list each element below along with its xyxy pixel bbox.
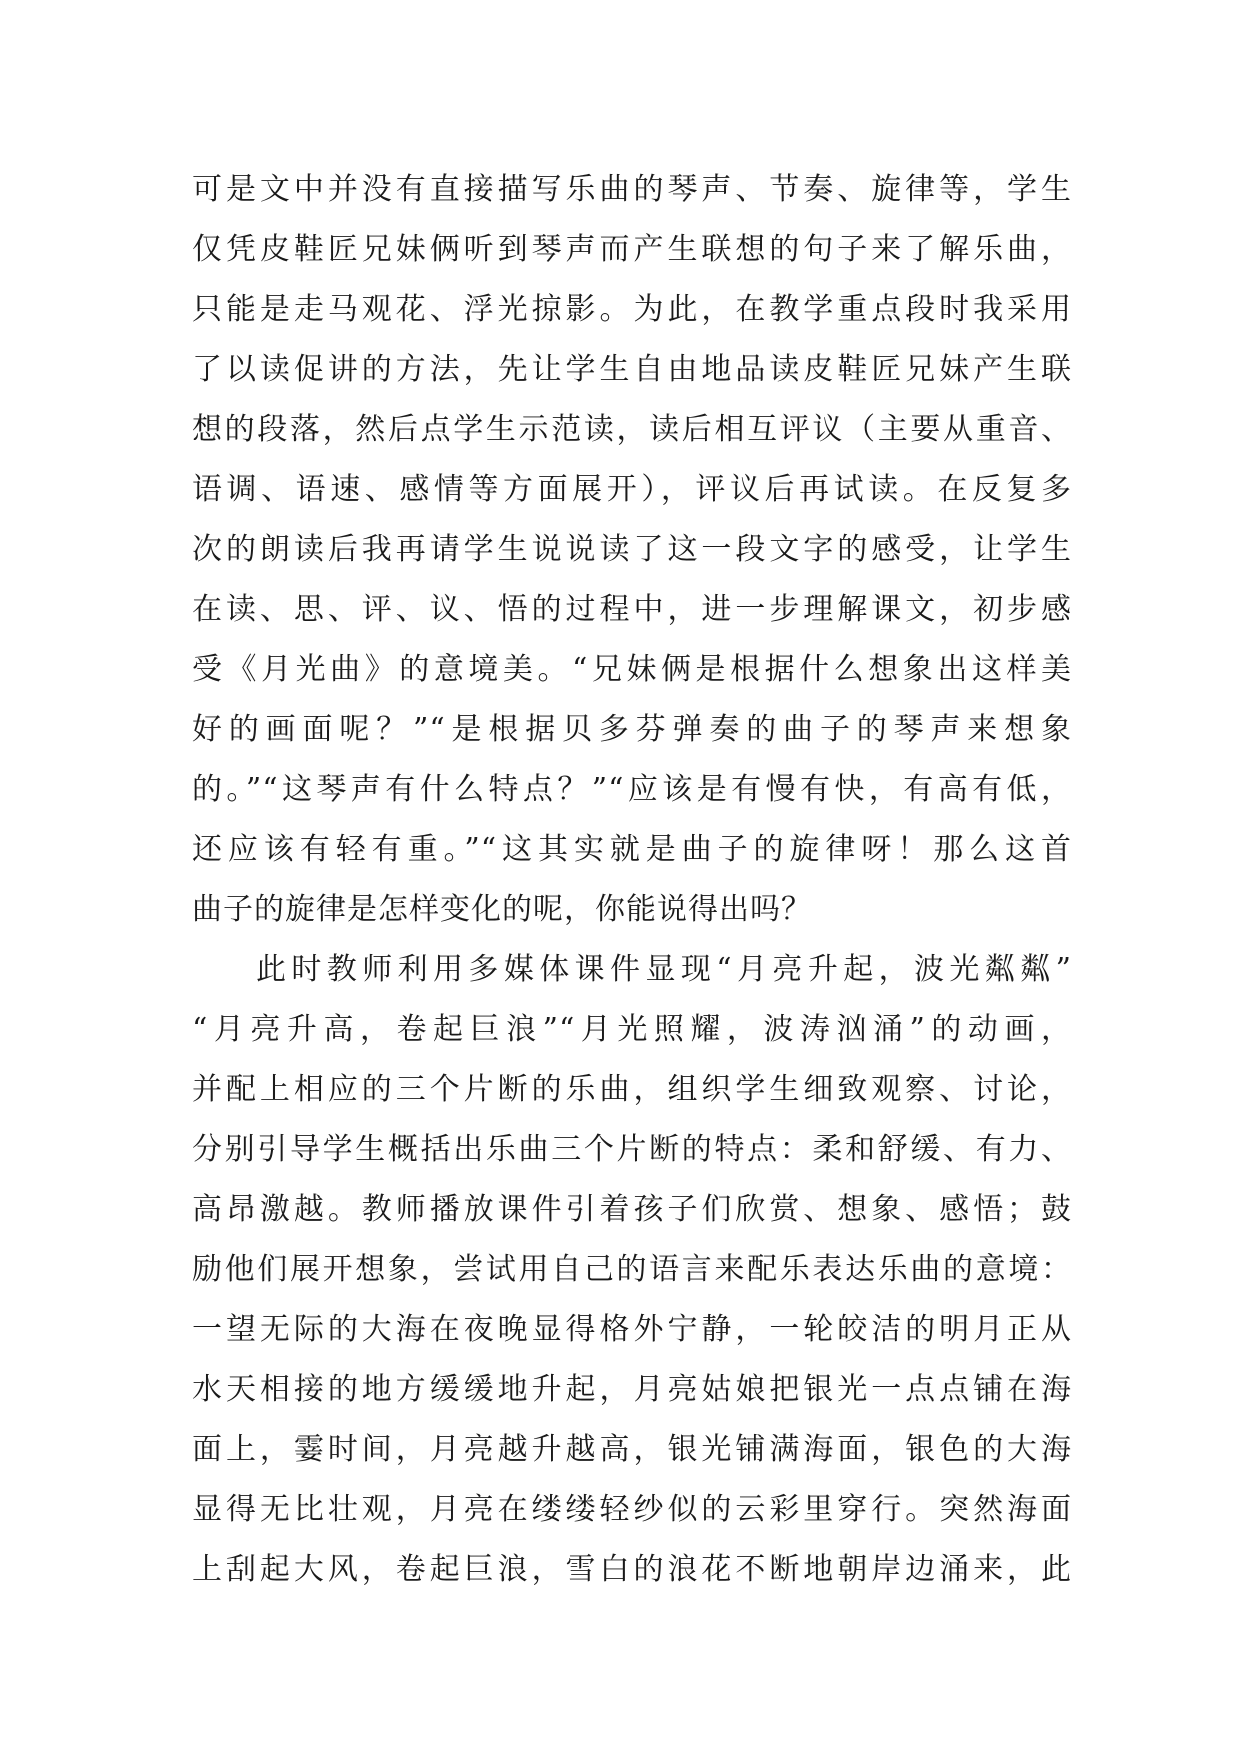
paragraph-2-line-11: 上刮起大风，卷起巨浪，雪白的浪花不断地朝岸边涌来，此 (192, 1552, 1072, 1587)
paragraph-1-line-8: 在读、思、评、议、悟的过程中，进一步理解课文，初步感 (192, 592, 1072, 627)
paragraph-2-line-1: 此时教师利用多媒体课件显现“月亮升起，波光粼粼” (256, 952, 1072, 987)
paragraph-1-line-4: 了以读促讲的方法，先让学生自由地品读皮鞋匠兄妹产生联 (192, 352, 1072, 387)
paragraph-1-line-11: 的。”“这琴声有什么特点？”“应该是有慢有快，有高有低， (192, 772, 1072, 807)
paragraph-2-line-4: 分别引导学生概括出乐曲三个片断的特点：柔和舒缓、有力、 (192, 1132, 1072, 1167)
paragraph-1-line-6: 语调、语速、感情等方面展开），评议后再试读。在反复多 (192, 472, 1072, 507)
paragraph-2-line-7: 一望无际的大海在夜晚显得格外宁静，一轮皎洁的明月正从 (192, 1312, 1072, 1347)
paragraph-1-line-5: 想的段落，然后点学生示范读，读后相互评议（主要从重音、 (192, 412, 1072, 447)
paragraph-2-line-10: 显得无比壮观，月亮在缕缕轻纱似的云彩里穿行。突然海面 (192, 1492, 1072, 1527)
paragraph-2-line-2: “月亮升高，卷起巨浪”“月光照耀，波涛汹涌”的动画， (192, 1012, 1072, 1047)
paragraph-2-line-5: 高昂激越。教师播放课件引着孩子们欣赏、想象、感悟；鼓 (192, 1192, 1072, 1227)
paragraph-2-line-3: 并配上相应的三个片断的乐曲，组织学生细致观察、讨论， (192, 1072, 1072, 1107)
paragraph-1-line-12: 还应该有轻有重。”“这其实就是曲子的旋律呀！那么这首 (192, 832, 1072, 867)
paragraph-2-line-8: 水天相接的地方缓缓地升起，月亮姑娘把银光一点点铺在海 (192, 1372, 1072, 1407)
paragraph-2-line-9: 面上，霎时间，月亮越升越高，银光铺满海面，银色的大海 (192, 1432, 1072, 1467)
paragraph-1-line-10: 好的画面呢？”“是根据贝多芬弹奏的曲子的琴声来想象 (192, 712, 1072, 747)
paragraph-1-line-9: 受《月光曲》的意境美。“兄妹俩是根据什么想象出这样美 (192, 652, 1072, 687)
paragraph-2-line-6: 励他们展开想象，尝试用自己的语言来配乐表达乐曲的意境： (192, 1252, 1072, 1287)
paragraph-1-line-7: 次的朗读后我再请学生说说读了这一段文字的感受，让学生 (192, 532, 1072, 567)
body-text (192, 160, 1072, 1600)
paragraph-1-line-2: 仅凭皮鞋匠兄妹俩听到琴声而产生联想的句子来了解乐曲， (192, 232, 1072, 267)
paragraph-1-line-13: 曲子的旋律是怎样变化的呢，你能说得出吗？ (192, 892, 812, 927)
paragraph-1-line-1: 可是文中并没有直接描写乐曲的琴声、节奏、旋律等，学生 (192, 172, 1072, 207)
paragraph-1-line-3: 只能是走马观花、浮光掠影。为此，在教学重点段时我采用 (192, 292, 1072, 327)
